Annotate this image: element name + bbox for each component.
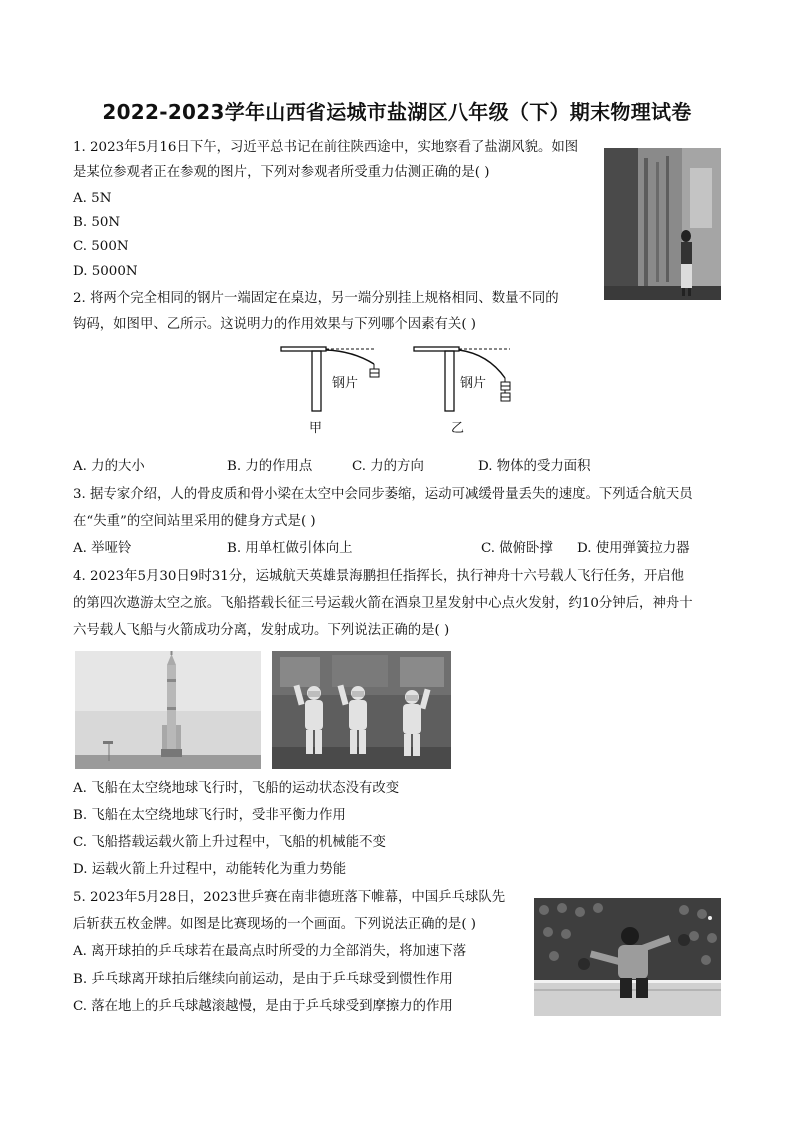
q1-option-b[interactable]: B. 50N bbox=[73, 215, 121, 230]
q5-option-c[interactable]: C. 落在地上的乒乓球越滚越慢，是由于乒乓球受到摩擦力的作用 bbox=[73, 999, 453, 1014]
q3-option-d[interactable]: D. 使用弹簧拉力器 bbox=[577, 541, 690, 556]
q4-stem-line2: 的第四次遨游太空之旅。飞船搭载长征三号运载火箭在酒泉卫星发射中心点火发射，约10分钟后，神舟十 bbox=[73, 596, 693, 611]
q2-option-d[interactable]: D. 物体的受力面积 bbox=[478, 459, 591, 474]
q3-option-a[interactable]: A. 举哑铃 bbox=[73, 541, 132, 556]
q5-stem-line1: 5. 2023年5月28日，2023世乒赛在南非德班落下帷幕，中国乒乓球队先 bbox=[73, 890, 506, 905]
q5-option-b[interactable]: B. 乒乓球离开球拍后继续向前运动，是由于乒乓球受到惯性作用 bbox=[73, 972, 453, 987]
q2-option-a[interactable]: A. 力的大小 bbox=[73, 459, 145, 474]
q4-option-d[interactable]: D. 运载火箭上升过程中，动能转化为重力势能 bbox=[73, 862, 347, 877]
q4-rocket-photo bbox=[75, 651, 261, 769]
q2-stem-line1: 2. 将两个完全相同的钢片一端固定在桌边，另一端分别挂上规格相同、数量不同的 bbox=[73, 291, 559, 306]
q2-option-c[interactable]: C. 力的方向 bbox=[352, 459, 424, 474]
q2-steel-label-left: 钢片 bbox=[332, 376, 359, 391]
q1-option-c[interactable]: C. 500N bbox=[73, 239, 129, 254]
q2-steel-label-right: 钢片 bbox=[460, 376, 487, 391]
q1-stem-line1: 1. 2023年5月16日下午，习近平总书记在前往陕西途中，实地察看了盐湖风貌。如图 bbox=[73, 140, 579, 155]
q2-figure-label-jia: 甲 bbox=[309, 421, 323, 436]
q1-visitor-photo bbox=[604, 148, 721, 300]
q5-stem-line2: 后斩获五枚金牌。如图是比赛现场的一个画面。下列说法正确的是( ) bbox=[73, 917, 477, 932]
q2-figure-label-yi: 乙 bbox=[451, 421, 465, 436]
q2-option-b[interactable]: B. 力的作用点 bbox=[227, 459, 313, 474]
q4-option-c[interactable]: C. 飞船搭载运载火箭上升过程中，飞船的机械能不变 bbox=[73, 835, 386, 850]
q5-table-tennis-photo bbox=[534, 898, 721, 1016]
q4-stem-line3: 六号载人飞船与火箭成功分离，发射成功。下列说法正确的是( ) bbox=[73, 623, 450, 638]
q3-option-b[interactable]: B. 用单杠做引体向上 bbox=[227, 541, 353, 556]
page-title: 2022-2023学年山西省运城市盐湖区八年级（下）期末物理试卷 bbox=[102, 100, 692, 124]
q3-stem-line1: 3. 据专家介绍，人的骨皮质和骨小梁在太空中会同步萎缩，运动可减缓骨量丢失的速度。下列适合航天员 bbox=[73, 487, 693, 502]
q5-option-a[interactable]: A. 离开球拍的乒乓球若在最高点时所受的力全部消失，将加速下落 bbox=[73, 944, 467, 959]
q4-option-b[interactable]: B. 飞船在太空绕地球飞行时，受非平衡力作用 bbox=[73, 808, 346, 823]
q3-stem-line2: 在“失重”的空间站里采用的健身方式是( ) bbox=[73, 514, 316, 529]
q1-option-d[interactable]: D. 5000N bbox=[73, 264, 138, 279]
q1-option-a[interactable]: A. 5N bbox=[73, 191, 112, 206]
q4-option-a[interactable]: A. 飞船在太空绕地球飞行时，飞船的运动状态没有改变 bbox=[73, 781, 400, 796]
q1-stem-line2: 是某位参观者正在参观的图片，下列对参观者所受重力估测正确的是( ) bbox=[73, 165, 490, 180]
q3-option-c[interactable]: C. 做俯卧撑 bbox=[481, 541, 553, 556]
q4-astronauts-photo bbox=[272, 651, 451, 769]
q2-stem-line2: 钩码，如图甲、乙所示。这说明力的作用效果与下列哪个因素有关( ) bbox=[73, 317, 477, 332]
q4-stem-line1: 4. 2023年5月30日9时31分，运城航天英雄景海鹏担任指挥长，执行神舟十六号载人飞行任务，开启他 bbox=[73, 569, 685, 584]
